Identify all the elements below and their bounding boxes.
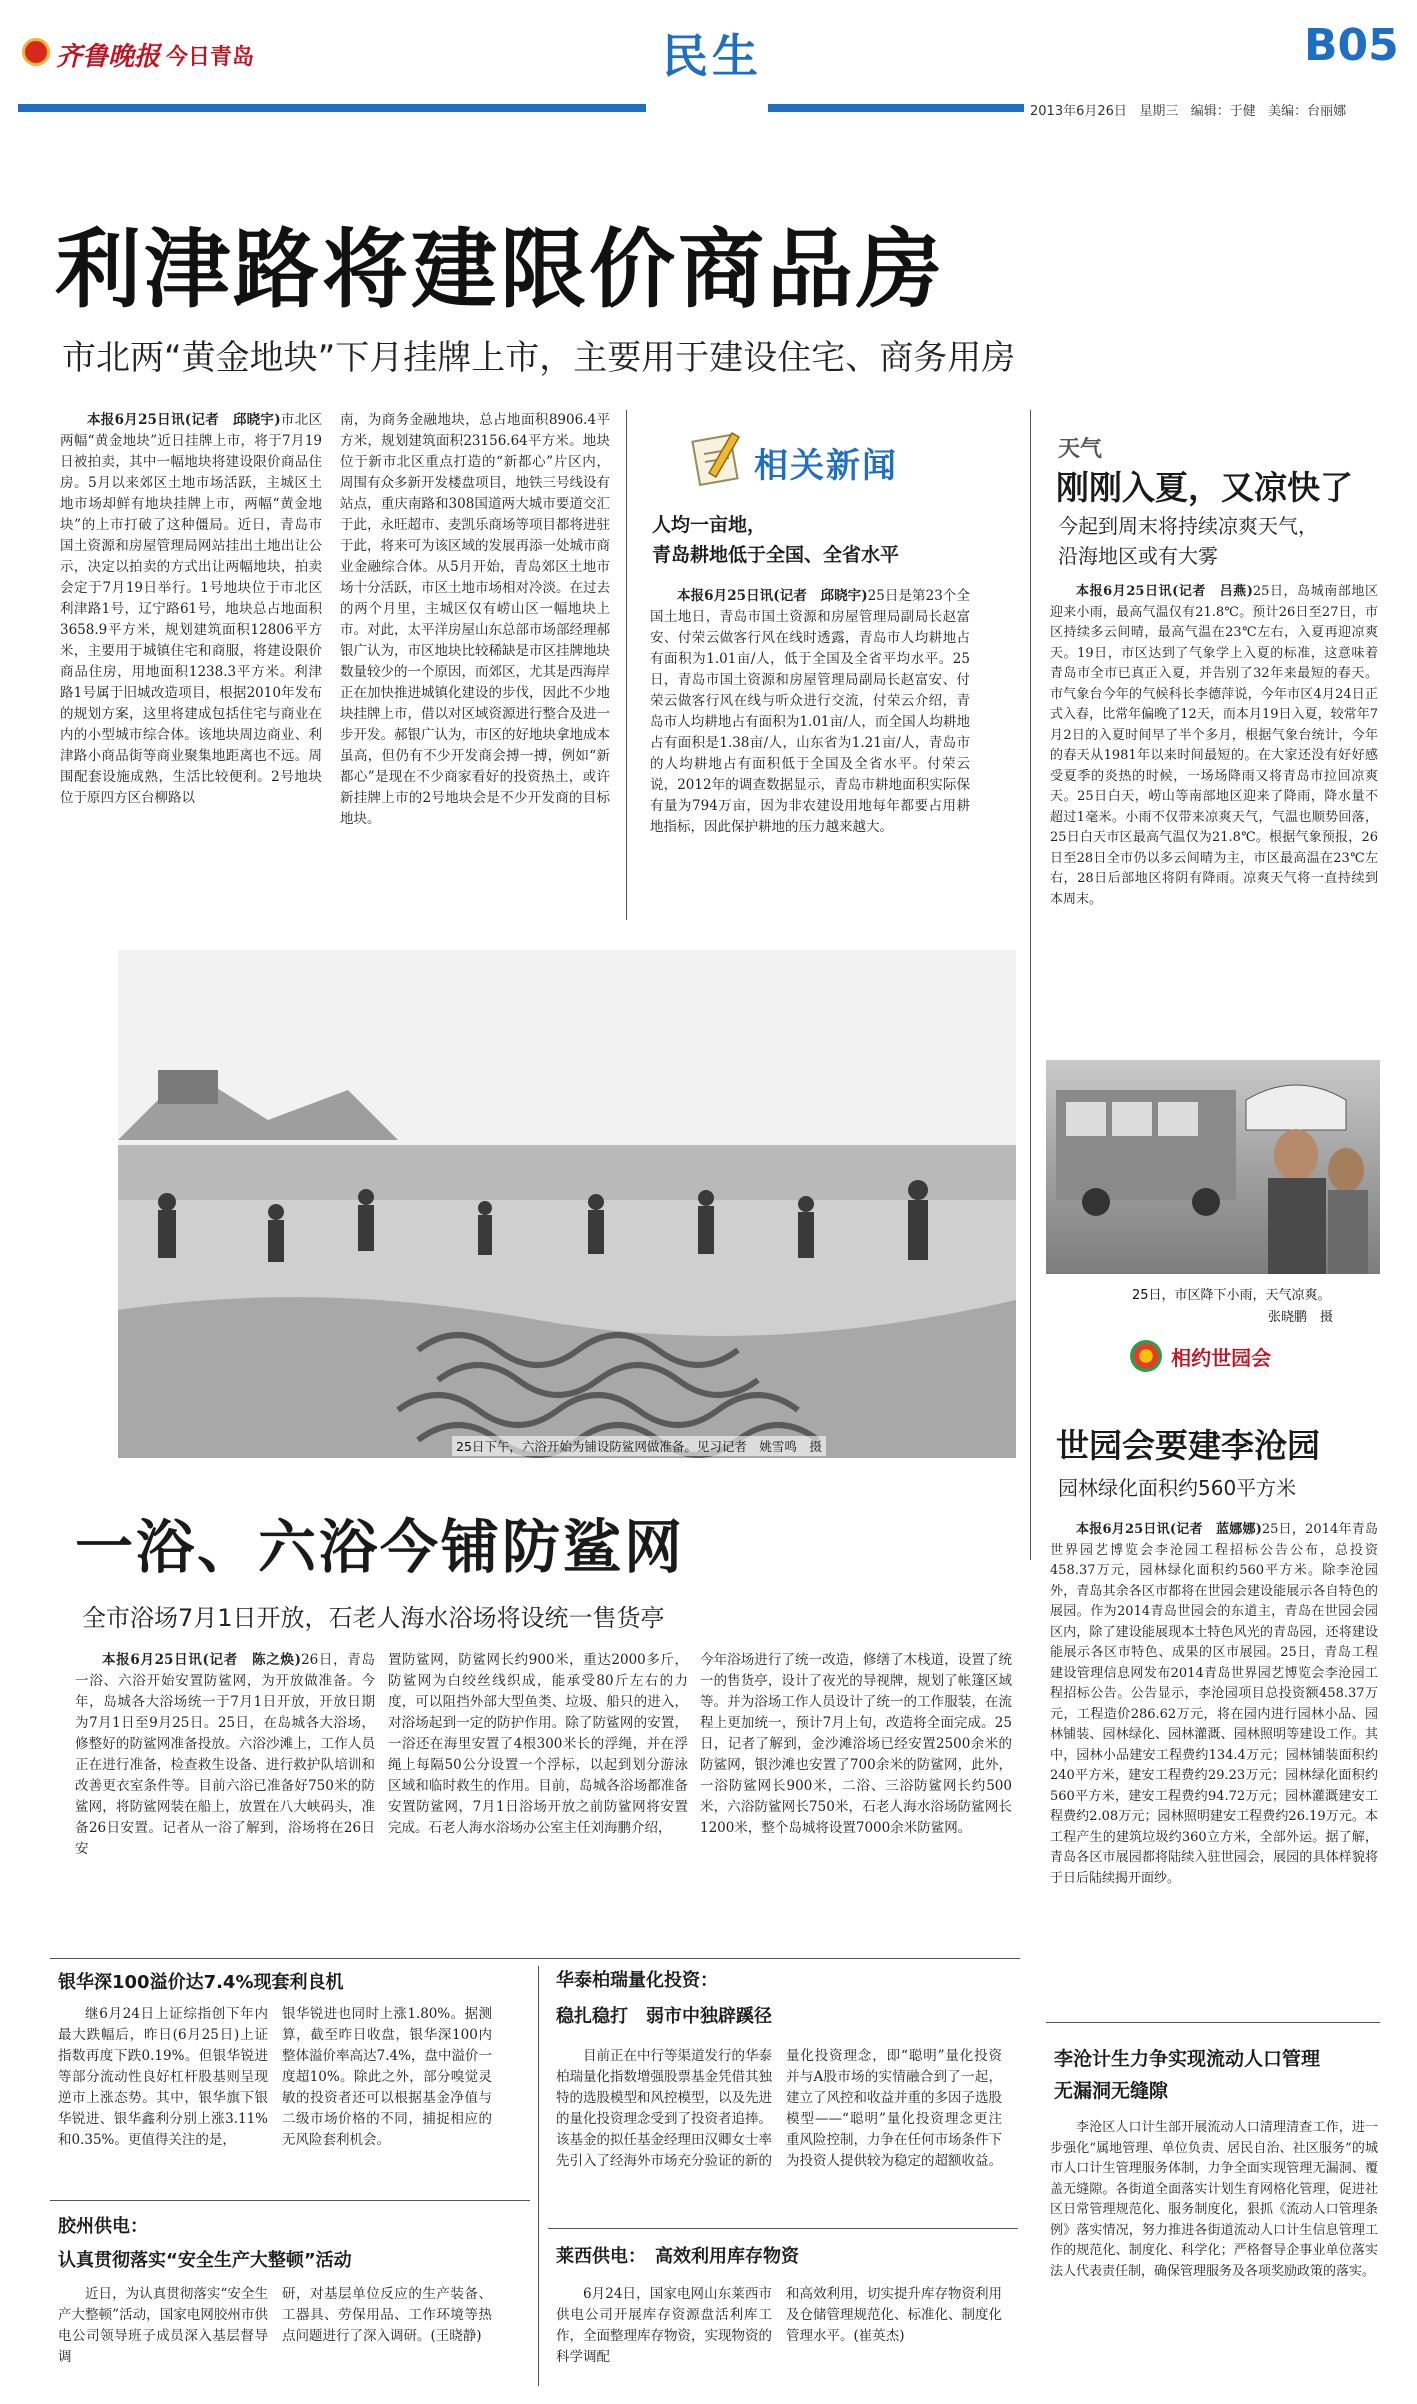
lead-text-1: 市北区两幅“黄金地块”近日挂牌上市，将于7月19日被拍卖，其中一幅地块将建设限价商品住房。5月以来郊区土地市场活跃，主城区土地市场却鲜有地块挂牌上市，两幅“黄金地块”的上市打破了这种僵局。近日，青岛市国土资源和房屋管理局网站挂出土地出让公示，决定以拍卖的方式出让两幅地块，拍卖会定于7月19日举行。1号地块位于市北区利津路1号，辽宁路61号，地块总占地面积3658.9平方米，规划建筑面积12806平方米，主要用于城镇住宅和商服，将建设限价商品住房，用地面积1238.3平方米。利津路1号属于旧城改造项目，根据2010年发布的规划方案，这里将建成包括住宅与商业在内的小型城市综合体。该地块周边商业、利津路小商品街等商业聚集地距离也不远。周围配套设施成熟，生活比较便利。2号地块位于原四方区台柳路以 bbox=[60, 412, 322, 806]
masthead-logo bbox=[22, 38, 50, 66]
population-body bbox=[1050, 2118, 1378, 2388]
expo-body bbox=[1050, 1520, 1378, 2010]
beach-column-3 bbox=[700, 1650, 1012, 1946]
expo-byline: 本报6月25日讯(记者 蓝娜娜) bbox=[1076, 1522, 1262, 1537]
weather-body bbox=[1050, 582, 1378, 1048]
brand-sub: 今日青岛 bbox=[166, 45, 255, 70]
divider-bank-jiaozhou bbox=[50, 2200, 530, 2201]
population-headline-2: 无漏洞无缝隙 bbox=[1054, 2080, 1169, 2102]
beach-column-1 bbox=[75, 1650, 375, 1946]
bank-text-1: 继6月24日上证综指创下年内最大跌幅后，昨日(6月25日)上证指数再度下跌0.19%。但银华锐进等部分流动性良好杠杆股基则呈现逆市上涨态势。其中，银华旗下银华锐进、银华鑫利分别上涨3.11%和0.35%。更值得关注的是， bbox=[58, 2006, 268, 2148]
page-code: B05 bbox=[1304, 20, 1399, 71]
weather-byline: 本报6月25日讯(记者 吕燕) bbox=[1076, 584, 1253, 599]
lead-subhead: 市北两“黄金地块”下月挂牌上市，主要用于建设住宅、商务用房 bbox=[62, 338, 1016, 378]
related-text: 25日是第23个全国土地日，青岛市国土资源和房屋管理局副局长赵富安、付荣云做客行风在线时透露，青岛市人均耕地占有面积为1.01亩/人，低于全国及全省平均水平。25日，青岛市国土资源和房屋管理局副局长赵富安、付荣云做客行风在线与听众进行交流，付荣云介绍，青岛市人均耕地占有面积为1.01亩/人，而全国人均耕地占有面积是1.38亩/人，山东省为1.21亩/人，青岛市的人均耕地占有面积低于全国及全省水平。付荣云说，2012年的调查数据显示，青岛市耕地面积实际保有量为794万亩，因为非农建设用地每年都要占用耕地指标，因此保护耕地的压力越来越大。 bbox=[650, 588, 970, 835]
huatai-column-1 bbox=[556, 2046, 772, 2210]
weather-photo-caption: 25日，市区降下小雨，天气凉爽。 bbox=[1132, 1288, 1331, 1303]
huatai-headline-1: 华泰柏瑞量化投资： bbox=[556, 1970, 718, 1991]
weather-photo-credit: 张晓鹏 摄 bbox=[1268, 1310, 1334, 1325]
bank-headline: 银华深100溢价达7.4%现套利良机 bbox=[58, 1972, 344, 1993]
related-badge-label: 相关新闻 bbox=[754, 446, 898, 486]
expo-subhead: 园林绿化面积约560平方米 bbox=[1058, 1476, 1297, 1500]
divider-right-column bbox=[1030, 410, 1031, 1560]
brand-name: 齐鲁晚报 bbox=[56, 42, 161, 72]
huatai-text-2: 量化投资理念，即“聪明”量化投资并与A股市场的实情融合到了一起，建立了风控和收益并重的多因子选股模型——“聪明”量化投资理念更注重风险控制，力争在任何市场条件下为投资人提供较为稳定的超额收益。 bbox=[786, 2048, 1002, 2169]
lead-column-1 bbox=[60, 410, 322, 922]
lead-column-2 bbox=[340, 410, 610, 922]
designer: 美编：台丽娜 bbox=[1268, 104, 1347, 119]
related-headline-2: 青岛耕地低于全国、全省水平 bbox=[652, 544, 900, 566]
expo-badge-label: 相约世园会 bbox=[1171, 1345, 1272, 1370]
bus-street-scene bbox=[1046, 1060, 1380, 1274]
huatai-text-1: 目前正在中行等渠道发行的华泰柏瑞量化指数增强股票基金凭借其独特的选股模型和风控模型，以及先进的量化投资理念受到了投资者追捧。该基金的拟任基金经理田汉卿女士率先引入了经海外市场充分验证的新的 bbox=[556, 2048, 772, 2169]
bank-column-2 bbox=[282, 2004, 492, 2190]
laixi-headline: 莱西供电： 高效利用库存物资 bbox=[556, 2246, 799, 2267]
huatai-headline-2: 稳扎稳打 弱市中独辟蹊径 bbox=[556, 2006, 772, 2027]
jiaozhou-text-2: 研，对基层单位反应的生产装备、工器具、劳保用品、工作环境等热点问题进行了深入调研。(王晓静) bbox=[282, 2286, 492, 2344]
divider-bottom-mid bbox=[538, 1966, 539, 2386]
divider-beach-bottom bbox=[50, 1958, 1020, 1959]
lead-text-2: 南，为商务金融地块，总占地面积8906.4平方米，规划建筑面积23156.64平方米。地块位于新市北区重点打造的“新都心”片区内，周围有众多新开发楼盘项目，地铁三号线设有站点，重庆南路和308国道两大城市要道交汇于此，永旺超市、麦凯乐商场等项目都将进驻于此，将来可为该区域的发展再添一处城市商业金融综合体。从5月开始，青岛郊区土地市场十分活跃，市区土地市场相对冷淡。在过去的两个月里，主城区仅有崂山区一幅地块上市。对此，太平洋房屋山东总部市场部经理郝银广认为，市区地块比较稀缺是市区挂牌地块数量较少的一个原因，而郊区，尤其是西海岸正在加快推进城镇化建设的步伐，因此不少地块挂牌上市，借以对区域资源进行整合及进一步开发。郝银广认为，市区的好地块拿地成本虽高，但仍有不少开发商会搏一搏，例如“新都心”是现在不少商家看好的投资热土，或许新挂牌上市的2号地块会是不少开发商的目标地块。 bbox=[340, 412, 610, 827]
beach-text-3: 今年浴场进行了统一改造，修缮了木栈道，设置了统一的售货亭，设计了夜光的导视牌，规划了帐篷区域等。并为浴场工作人员设计了统一的工作服装，在流程上更加统一，预计7月上旬，改造将全面完成。25日，记者了解到，金沙滩浴场已经安置2500余米的防鲨网，银沙滩也安置了700余米的防鲨网，此外，一浴防鲨网长900米，二浴、三浴防鲨网长约500米，六浴防鲨网长750米，石老人海水浴场防鲨网长1200米，整个岛城将设置7000余米防鲨网。 bbox=[700, 1652, 1012, 1836]
bank-text-2: 银华锐进也同时上涨1.80%。据测算，截至昨日收盘，银华深100内整体溢价率高达7.4%，盘中溢价一度超10%。除此之外，部分嗅觉灵敏的投资者还可以根据基金净值与二级市场价格的不同，捕捉相应的无风险套利机会。 bbox=[282, 2006, 492, 2148]
weather-headline: 刚刚入夏，又凉快了 bbox=[1056, 468, 1353, 507]
expo-headline: 世园会要建李沧园 bbox=[1056, 1426, 1320, 1465]
huatai-column-2 bbox=[786, 2046, 1002, 2210]
weather-photo bbox=[1046, 1060, 1380, 1274]
related-body bbox=[650, 586, 970, 918]
issue-weekday: 星期三 bbox=[1139, 104, 1179, 119]
beach-text-2: 置防鲨网，防鲨网长约900米，重达2000多斤，防鲨网为白绞丝线织成，能承受80斤左右的力度，可以阻挡外部大型鱼类、垃圾、船只的进入，对浴场起到一定的防护作用。除了防鲨网的安置，一浴还在海里安置了4根300米长的浮绳，并在浮绳上每隔50公分设置一个浮标，以起到划分游泳区域和临时救生的作用。目前，岛城各浴场都准备安置防鲨网，7月1日浴场开放之前防鲨网将安置完成。石老人海水浴场办公室主任刘海鹏介绍， bbox=[388, 1652, 688, 1836]
beach-photo bbox=[118, 950, 1016, 1458]
laixi-text-1: 6月24日，国家电网山东莱西市供电公司开展库存资源盘活利库工作，全面整理库存物资，实现物资的科学调配 bbox=[556, 2286, 772, 2365]
beach-photo-caption: 25日下午，六浴开始为铺设防鲨网做准备。见习记者 姚雪鸣 摄 bbox=[452, 1436, 826, 1456]
weather-text: 25日，岛城南部地区迎来小雨，最高气温仅有21.8℃。预计26日至27日，市区持续多云间晴，最高气温在23℃左右，入夏再迎凉爽天。19日，市区达到了气象学上入夏的标准，这意味着青岛市全市已真正入夏，并告别了32年来最短的春天。市气象台今年的气候科长李德萍说，今年市区4月24日正式入春，比常年偏晚了12天，而本月19日入夏，较常年7月2日的入夏时间早了半个多月，根据气象台统计，今年的春天从1981年以来时间最短的。在大家还没有好好感受夏季的炎热的时候，一场场降雨又将青岛市拉回凉爽天。25日白天，崂山等南部地区迎来了降雨，降水量不超过1毫米。小雨不仅带来凉爽天气，气温也顺势回落，25日白天市区最高气温仅为21.8℃。根据气象预报，26日至28日全市仍以多云间晴为主，市区最高温在23℃左右，28日后部地区将阴有降雨。凉爽天气将一直持续到本周末。 bbox=[1050, 584, 1378, 907]
related-headline-1: 人均一亩地， bbox=[652, 514, 767, 536]
beach-byline: 本报6月25日讯(记者 陈之焕) bbox=[102, 1652, 302, 1668]
bank-column-1 bbox=[58, 2004, 268, 2190]
weather-subhead-1: 今起到周末将持续凉爽天气， bbox=[1058, 514, 1318, 538]
editor: 编辑：于健 bbox=[1190, 104, 1256, 119]
lead-headline: 利津路将建限价商品房 bbox=[55, 219, 945, 320]
jiaozhou-headline-2: 认真贯彻落实“安全生产大整顿”活动 bbox=[58, 2250, 352, 2271]
weather-label: 天气 bbox=[1058, 437, 1103, 462]
jiaozhou-column-1 bbox=[58, 2284, 268, 2384]
laixi-text-2: 和高效利用，切实提升库存物资利用及仓储管理规范化、标准化、制度化管理水平。(崔英杰) bbox=[786, 2286, 1002, 2344]
pencil-paper-icon bbox=[690, 428, 750, 488]
flower-icon bbox=[1130, 1340, 1162, 1372]
beach-subhead: 全市浴场7月1日开放，石老人海水浴场将设统一售货亭 bbox=[82, 1604, 665, 1632]
divider-expo-population bbox=[1046, 2022, 1380, 2023]
jiaozhou-headline-1: 胶州供电： bbox=[58, 2216, 148, 2237]
issue-date: 2013年6月26日 bbox=[1030, 104, 1127, 119]
population-text: 李沧区人口计生部开展流动人口清理清查工作，进一步强化“属地管理、单位负责、居民自治、社区服务”的城市人口计生管理服务体制，力争全面实现管理无漏洞、覆盖无缝隙。各街道全面落实计划生育网格化管理，促进社区日常管理规范化、服务制度化，狠抓《流动人口管理条例》落实情况，努力推进各街道流动人口计生信息管理工作的规范化、制度化、科学化；严格督导企事业单位落实法人代表责任制，确保管理服务及各项奖励政策的落实。 bbox=[1050, 2120, 1378, 2279]
expo-badge bbox=[1130, 1340, 1271, 1380]
beach-column-2 bbox=[388, 1650, 688, 1946]
beach-headline: 一浴、六浴今铺防鲨网 bbox=[75, 1513, 686, 1581]
laixi-column-2 bbox=[786, 2284, 1002, 2384]
population-headline-1: 李沧计生力争实现流动人口管理 bbox=[1054, 2048, 1321, 2070]
related-byline: 本报6月25日讯(记者 邱晓宇) bbox=[677, 588, 868, 604]
weather-subhead-2: 沿海地区或有大雾 bbox=[1058, 544, 1218, 568]
related-badge bbox=[690, 428, 914, 490]
divider-lead bbox=[626, 410, 627, 920]
header-rule-right bbox=[768, 104, 1024, 112]
expo-text: 25日，2014年青岛世界园艺博览会李沧园工程招标公告公布，总投资458.37万元，园林绿化面积约560平方米。除李沧园外，青岛其余各区市都将在世园会建设能展示各自特色的展园。作为2014青岛世园会的东道主，青岛在世园会园区内，除了建设能展现本土特色风光的青岛园，还将建设能展示各区市特色、成果的区市展园。25日，青岛工程建设管理信息网发布2014青岛世界园艺博览会李沧园工程招标公告。公告显示，李沧园项目总投资额458.37万元，工程造价286.62万元，将在园内进行园林小品、园林铺装、园林绿化、园林灌溉、园林照明等建设工作。其中，园林小品建安工程费约134.4万元；园林铺装面积约240平方米，建安工程费约29.23万元；园林绿化面积约560平方米，建安工程费约94.72万元；园林灌溉建安工程费约2.08万元；园林照明建安工程费约26.19万元。本工程产生的建筑垃圾约360立方米，全部外运。据了解，青岛各区市展园都将陆续入驻世园会，展园的具体样貌将于日后陆续揭开面纱。 bbox=[1050, 1522, 1378, 1886]
lead-byline: 本报6月25日讯(记者 邱晓宇) bbox=[87, 412, 281, 428]
jiaozhou-column-2 bbox=[282, 2284, 492, 2384]
jiaozhou-text-1: 近日，为认真贯彻落实“安全生产大整顿”活动，国家电网胶州市供电公司领导班子成员深入基层督导调 bbox=[58, 2286, 268, 2365]
header-meta bbox=[1030, 100, 1346, 119]
beach-text-1: 26日，青岛一浴、六浴开始安置防鲨网，为开放做准备。今年，岛城各大浴场统一于7月1日开放，开放日期为7月1日至9月25日。25日，在岛城各大浴场，修整好的防鲨网准备投放。六浴沙滩上，工作人员正在进行准备，检查救生设备、进行救护队培训和改善更衣室条件等。目前六浴已准备好750米的防鲨网，将防鲨网装在船上，放置在八大峡码头，准备26日安置。记者从一浴了解到，浴场将在26日安 bbox=[75, 1652, 375, 1857]
divider-huatai-laixi bbox=[548, 2228, 1018, 2229]
beach-scene bbox=[118, 950, 1016, 1458]
section-title: 民生 bbox=[662, 29, 762, 83]
laixi-column-1 bbox=[556, 2284, 772, 2384]
header-rule-left bbox=[18, 104, 646, 112]
